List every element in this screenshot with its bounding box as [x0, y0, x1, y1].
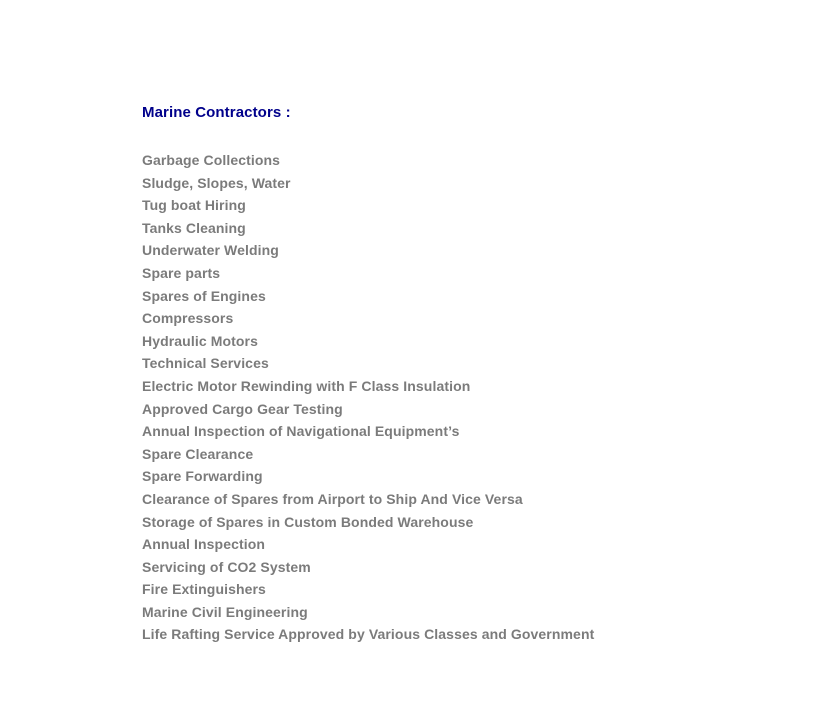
- list-item: Storage of Spares in Custom Bonded Warehouse: [142, 513, 474, 530]
- list-item: Technical Services: [142, 355, 269, 372]
- services-list: [142, 149, 774, 646]
- list-item: Tanks Cleaning: [142, 219, 246, 236]
- list-item: Spare Clearance: [142, 445, 254, 462]
- list-item: Annual Inspection: [142, 536, 266, 553]
- list-item: Servicing of CO2 System: [142, 558, 311, 575]
- list-item: Fire Extinguishers: [142, 581, 266, 598]
- list-item: Life Rafting Service Approved by Various Classes and Government: [142, 626, 595, 643]
- content-area: [142, 103, 774, 646]
- list-item: Annual Inspection of Navigational Equipment’s: [142, 423, 460, 440]
- list-item: Marine Civil Engineering: [142, 603, 308, 620]
- list-item: Sludge, Slopes, Water: [142, 174, 291, 191]
- list-item: Garbage Collections: [142, 152, 281, 168]
- list-item: Spares of Engines: [142, 287, 266, 304]
- list-item: Spare Forwarding: [142, 468, 263, 485]
- list-item: Approved Cargo Gear Testing: [142, 400, 343, 417]
- list-item: Compressors: [142, 310, 234, 327]
- list-item: Spare parts: [142, 264, 221, 281]
- list-item: Electric Motor Rewinding with F Class Insulation: [142, 377, 471, 394]
- page-title: Marine Contractors :: [142, 104, 291, 121]
- list-item: Underwater Welding: [142, 242, 279, 259]
- list-item: Clearance of Spares from Airport to Ship And Vice Versa: [142, 490, 523, 507]
- list-item: Tug boat Hiring: [142, 197, 246, 214]
- list-item: Hydraulic Motors: [142, 332, 258, 349]
